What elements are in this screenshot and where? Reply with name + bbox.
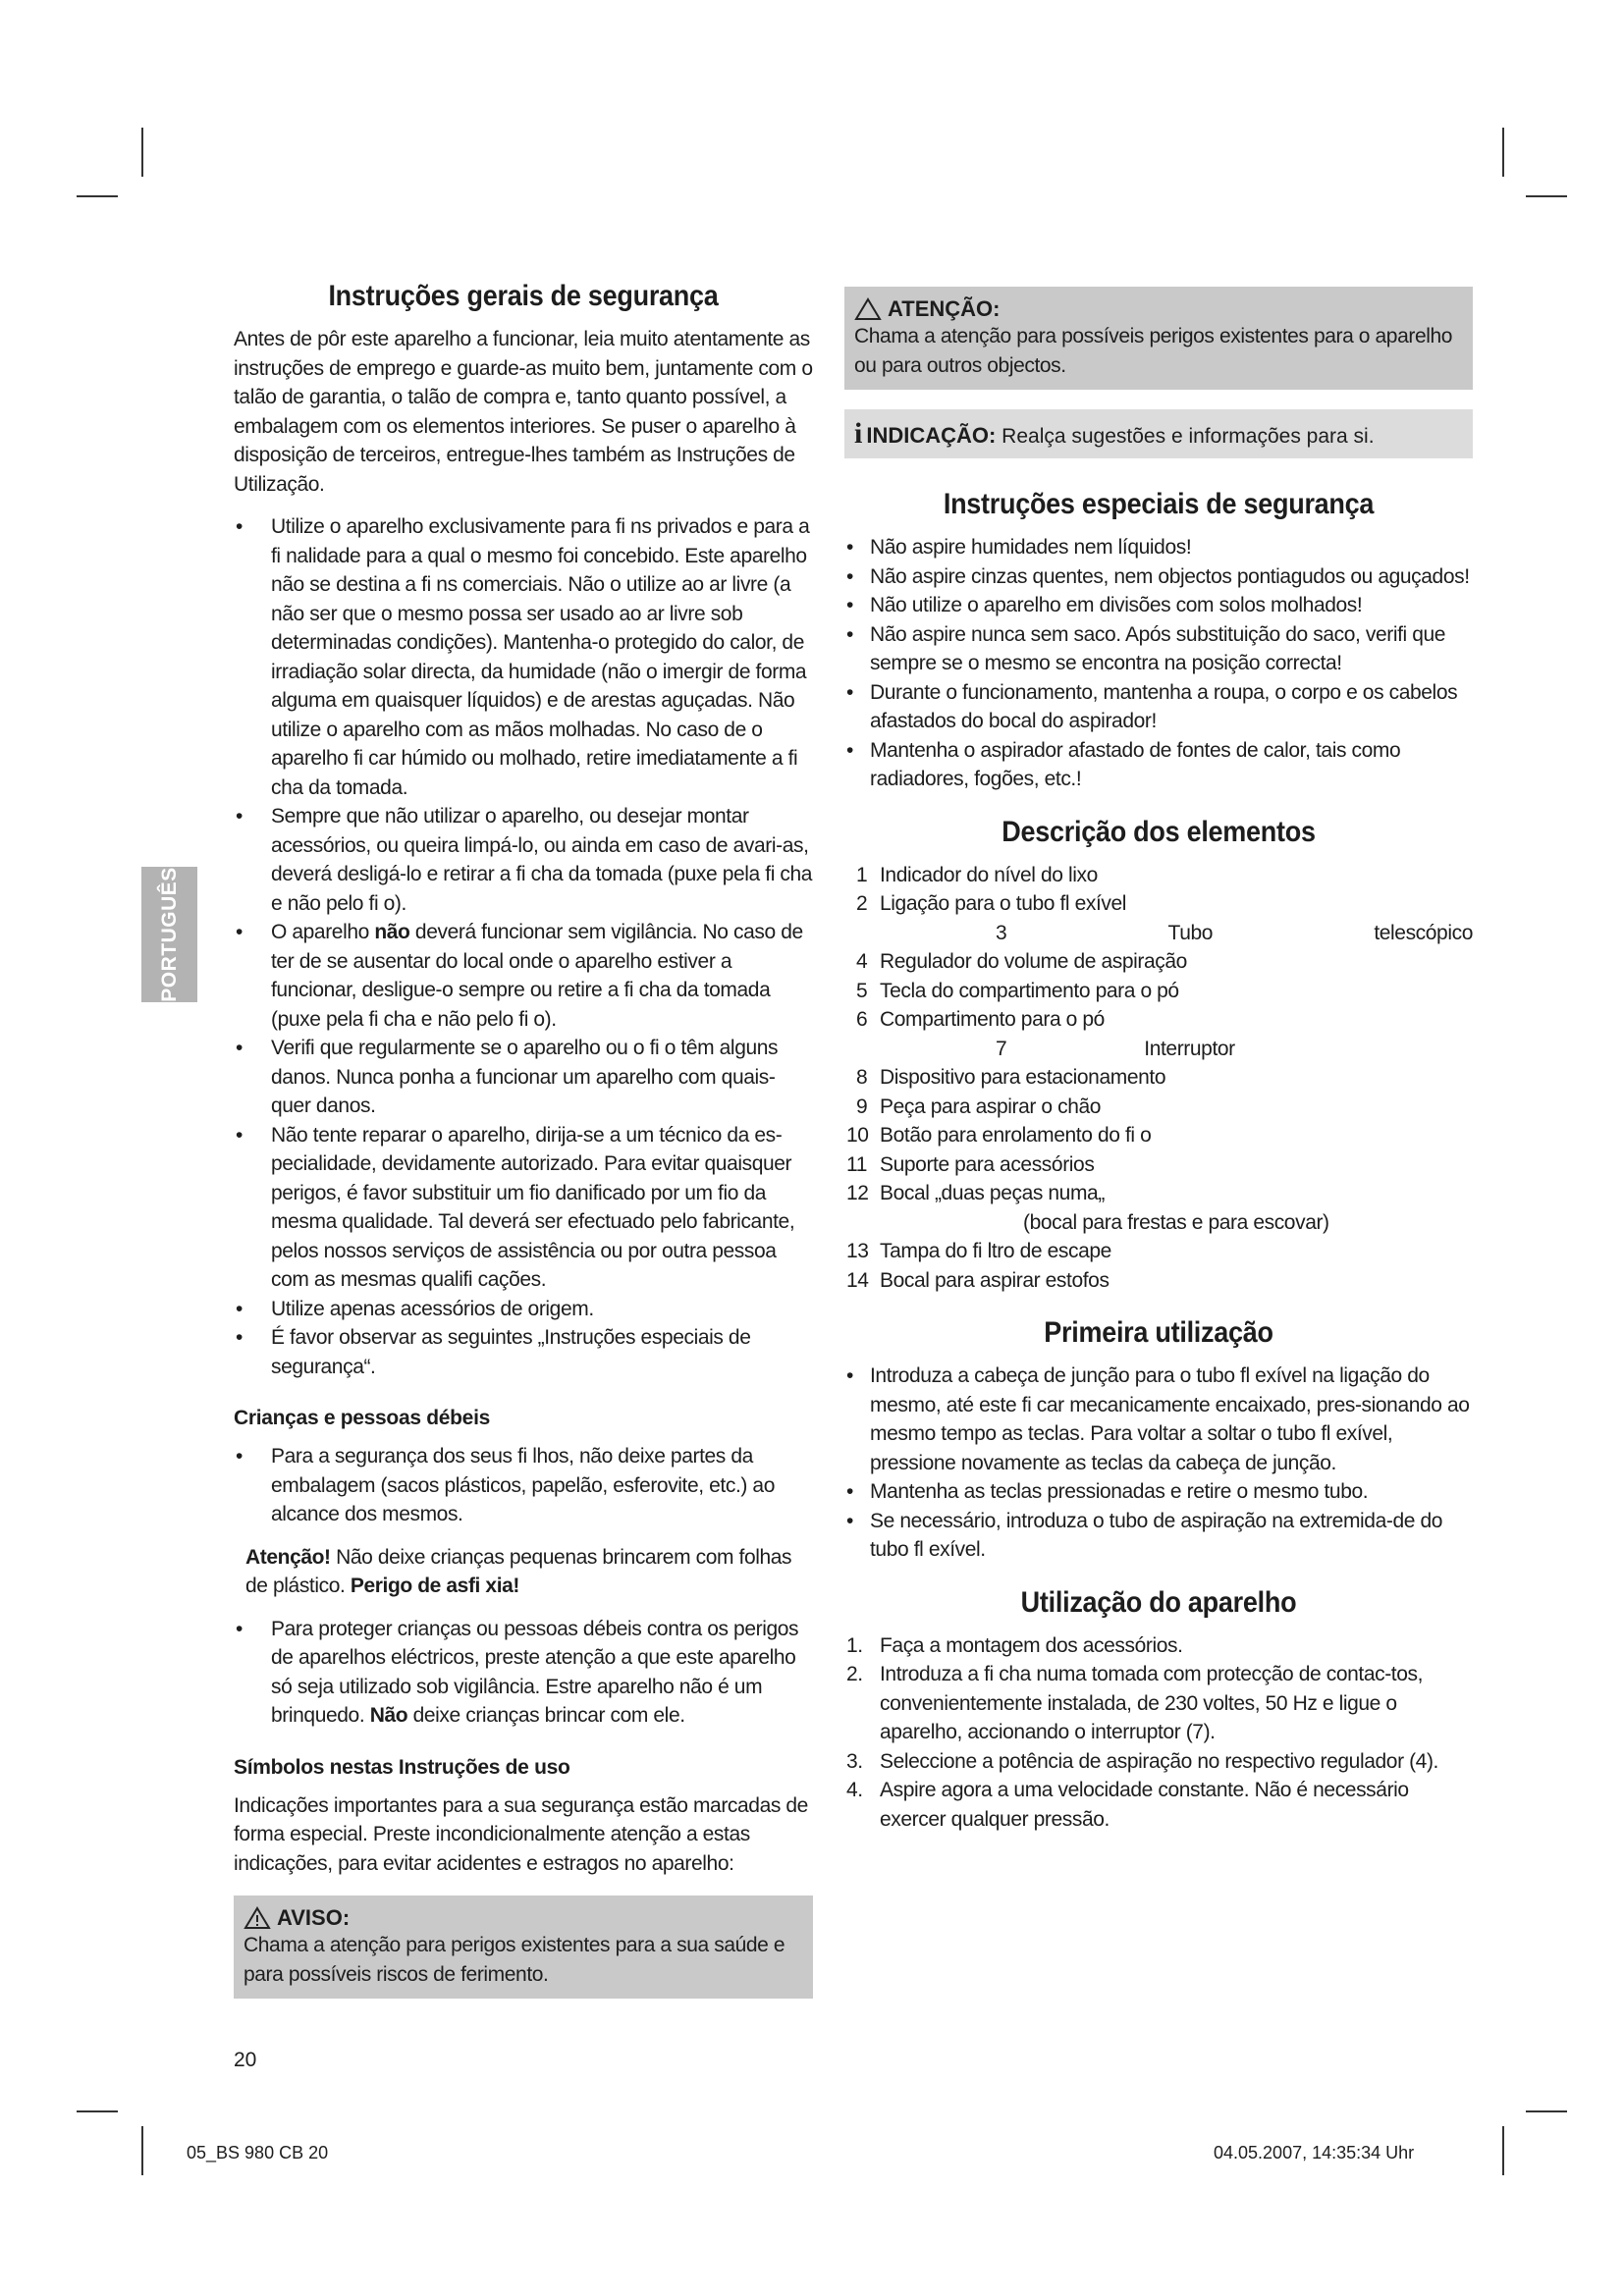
first-use-title: Primeira utilização	[1044, 1316, 1273, 1349]
usage-steps	[844, 1631, 1473, 1835]
part-item: 8 Dispositivo para estacionamento	[856, 1066, 1166, 1089]
elements-title: Descrição dos elementos	[1001, 815, 1316, 848]
special-safety-title: Instruções especiais de segurança	[943, 488, 1375, 520]
part-item: 7 Interruptor	[996, 1037, 1235, 1060]
language-tab	[141, 867, 197, 1002]
list-item: • Mantenha o aspirador afastado de fontes de calor, tais como radiadores, fogões, etc.!	[844, 736, 1473, 794]
warning-triangle-icon	[244, 1906, 271, 1930]
list-item: • Se necessário, introduza o tubo de aspiração na extremida-de do tubo fl exível.	[844, 1507, 1473, 1565]
first-use-list	[844, 1362, 1473, 1565]
warning-label: AVISO:	[277, 1905, 351, 1930]
part-item: 4 Regulador do volume de aspiração	[856, 950, 1187, 973]
list-item: • Não aspire nunca sem saco. Após substituição do saco, verifi que sempre se o mesmo se encontra na posição correcta!	[844, 620, 1473, 678]
crop-mark	[77, 195, 118, 197]
page-number: 20	[234, 2049, 257, 2071]
note-text: Realça sugestões e informações para si.	[996, 425, 1375, 448]
right-column	[844, 287, 1473, 1834]
note-box	[844, 409, 1473, 458]
footer-file-info: 05_BS 980 CB 20	[187, 2143, 329, 2163]
list-item: • Introduza a cabeça de junção para o tubo fl exível na ligação do mesmo, até este fi car mecanicamente encaixado, pres-sionando ao mesmo tempo as teclas. Para voltar a soltar o tubo fl exível, pressione novamente as teclas da cabeça de junção.	[844, 1362, 1473, 1477]
usage-title: Utilização do aparelho	[1020, 1585, 1297, 1619]
special-safety-list	[844, 533, 1473, 794]
list-item: • Para a segurança dos seus fi lhos, não deixe partes da embalagem (sacos plásticos, papelão, esferovite, etc.) ao alcance dos mesmos.	[234, 1442, 813, 1529]
parts-list	[844, 861, 1473, 1296]
crop-mark	[1526, 195, 1567, 197]
list-item: • Não utilize o aparelho em divisões com solos molhados!	[844, 591, 1473, 620]
crop-mark	[1502, 2126, 1504, 2175]
list-item: • Utilize o aparelho exclusivamente para fi ns privados e para a fi nalidade para a qual o mesmo foi concebido. Este aparelho não se destina a fi ns comerciais. Não o utilize ao ar livre (a não ser que o mesmo possa ser usado ao ar livre sob determinadas condições). Mantenha-o protegido do calor, de irradiação solar directa, da humidade (não o imergir de forma alguma em quaisquer líquidos) e de arestas aguçadas. Não utilize o aparelho com as mãos molhadas. No caso de o aparelho fi car húmido ou molhado, retire imediatamente a fi cha da tomada.	[234, 512, 813, 802]
warning-text: Chama a atenção para perigos existentes para a sua saúde e para possíveis riscos de ferimento.	[244, 1934, 785, 1986]
list-item: • Durante o funcionamento, mantenha a roupa, o corpo e os cabelos afastados do bocal do aspirador!	[844, 678, 1473, 736]
children-list	[234, 1442, 813, 1529]
caution-box	[844, 287, 1473, 390]
symbols-paragraph: Indicações importantes para a sua segurança estão marcadas de forma especial. Preste incondicionalmente atenção a estas indicações, para evitar acidentes e estragos no aparelho:	[234, 1793, 808, 1875]
crop-mark	[141, 2126, 143, 2175]
crop-mark	[141, 128, 143, 177]
children-list-2	[234, 1615, 813, 1731]
step-item: 2. Introduza a fi cha numa tomada com protecção de contac-tos, convenientemente instalada, de 230 voltes, 50 Hz e ligue o aparelho, accionando o interruptor (7).	[846, 1663, 1424, 1743]
crop-mark	[1526, 2110, 1567, 2112]
part-item: (bocal para frestas e para escovar)	[1023, 1210, 1329, 1234]
list-item: • Mantenha as teclas pressionadas e retire o mesmo tubo.	[844, 1477, 1473, 1507]
list-item: • Sempre que não utilizar o aparelho, ou desejar montar acessórios, ou queira limpá-lo, ou ainda em caso de avari-as, deverá desligá-lo e retirar a fi cha da tomada (puxe pela fi cha e não pelo fi o).	[234, 802, 813, 918]
list-item: • Utilize apenas acessórios de origem.	[234, 1295, 813, 1324]
part-item: 12 Bocal „duas peças numa„	[846, 1182, 1105, 1204]
general-safety-title: Instruções gerais de segurança	[328, 280, 719, 312]
step-item: 3. Seleccione a potência de aspiração no respectivo regulador (4).	[846, 1749, 1438, 1773]
part-item: 13 Tampa do fi ltro de escape	[846, 1240, 1111, 1262]
symbols-heading: Símbolos nestas Instruções de uso	[234, 1755, 570, 1779]
children-heading: Crianças e pessoas débeis	[234, 1407, 490, 1429]
part-item: 6 Compartimento para o pó	[856, 1008, 1105, 1031]
list-item: • É favor observar as seguintes „Instruções especiais de segurança“.	[234, 1323, 813, 1381]
note-label: INDICAÇÃO:	[866, 423, 997, 448]
warning-box	[234, 1896, 813, 1999]
caution-label: ATENÇÃO:	[888, 296, 1001, 321]
list-item: • Não aspire cinzas quentes, nem objectos pontiagudos ou aguçados!	[844, 562, 1473, 592]
part-item: 9 Peça para aspirar o chão	[856, 1095, 1102, 1118]
part-item: 1 Indicador do nível do lixo	[856, 863, 1098, 886]
step-item: 4. Aspire agora a uma velocidade constante. Não é necessário exercer qualquer pressão.	[846, 1779, 1409, 1831]
intro-paragraph: Antes de pôr este aparelho a funcionar, leia muito atentamente as instruções de emprego e guarde-as muito bem, juntamente com o talão de garantia, o talão de compra e, tanto quanto possível, a embalagem com os elementos interiores. Se puser o aparelho à disposição de terceiros, entregue-lhes também as Instruções de Utilização.	[234, 328, 813, 496]
language-label: PORTUGUÊS	[157, 867, 181, 1002]
caution-triangle-icon	[854, 297, 882, 321]
crop-mark	[77, 2110, 118, 2112]
part-item: 3 Tubo telescópico	[996, 921, 1473, 944]
step-item: 1. Faça a montagem dos acessórios.	[846, 1633, 1183, 1657]
attention-paragraph: Atenção! Não deixe crianças pequenas brincarem com folhas de plástico. Perigo de asfi xia!	[245, 1545, 792, 1597]
list-item: • O aparelho não deverá funcionar sem vigilância. No caso de ter de se ausentar do local onde o aparelho estiver a funcionar, desligue-o sempre ou retire a fi cha da tomada (puxe pela fi cha e não pelo fi o).	[234, 918, 813, 1034]
list-item: • Não aspire humidades nem líquidos!	[844, 533, 1473, 562]
list-item: • Para proteger crianças ou pessoas débeis contra os perigos de aparelhos eléctricos, preste atenção a que este aparelho só seja utilizado sob vigilância. Estre aparelho não é um brinquedo. Não deixe crianças brincar com ele.	[234, 1615, 813, 1731]
left-column	[234, 280, 813, 2018]
part-item: 14 Bocal para aspirar estofos	[846, 1268, 1110, 1292]
caution-text: Chama a atenção para possíveis perigos existentes para o aparelho ou para outros objectos.	[854, 325, 1453, 377]
crop-mark	[1502, 128, 1504, 177]
general-safety-list	[234, 512, 813, 1381]
part-item: 5 Tecla do compartimento para o pó	[856, 979, 1179, 1002]
part-item: 10 Botão para enrolamento do fi o	[846, 1124, 1152, 1147]
info-icon: i	[854, 417, 863, 450]
part-item: 2 Ligação para o tubo fl exível	[856, 892, 1127, 915]
list-item: • Verifi que regularmente se o aparelho ou o fi o têm alguns danos. Nunca ponha a funcionar um aparelho com quais-quer danos.	[234, 1034, 813, 1121]
part-item: 11 Suporte para acessórios	[846, 1152, 1095, 1176]
footer-timestamp: 04.05.2007, 14:35:34 Uhr	[1214, 2143, 1415, 2163]
list-item: • Não tente reparar o aparelho, dirija-se a um técnico da es-pecialidade, devidamente autorizado. Para evitar quaisquer perigos, é favor substituir um fio danificado por um fio da mesma qualidade. Tal deverá ser efectuado pelo fabricante, pelos nossos serviços de assistência ou por outra pessoa com as mesmas qualifi cações.	[234, 1121, 813, 1295]
